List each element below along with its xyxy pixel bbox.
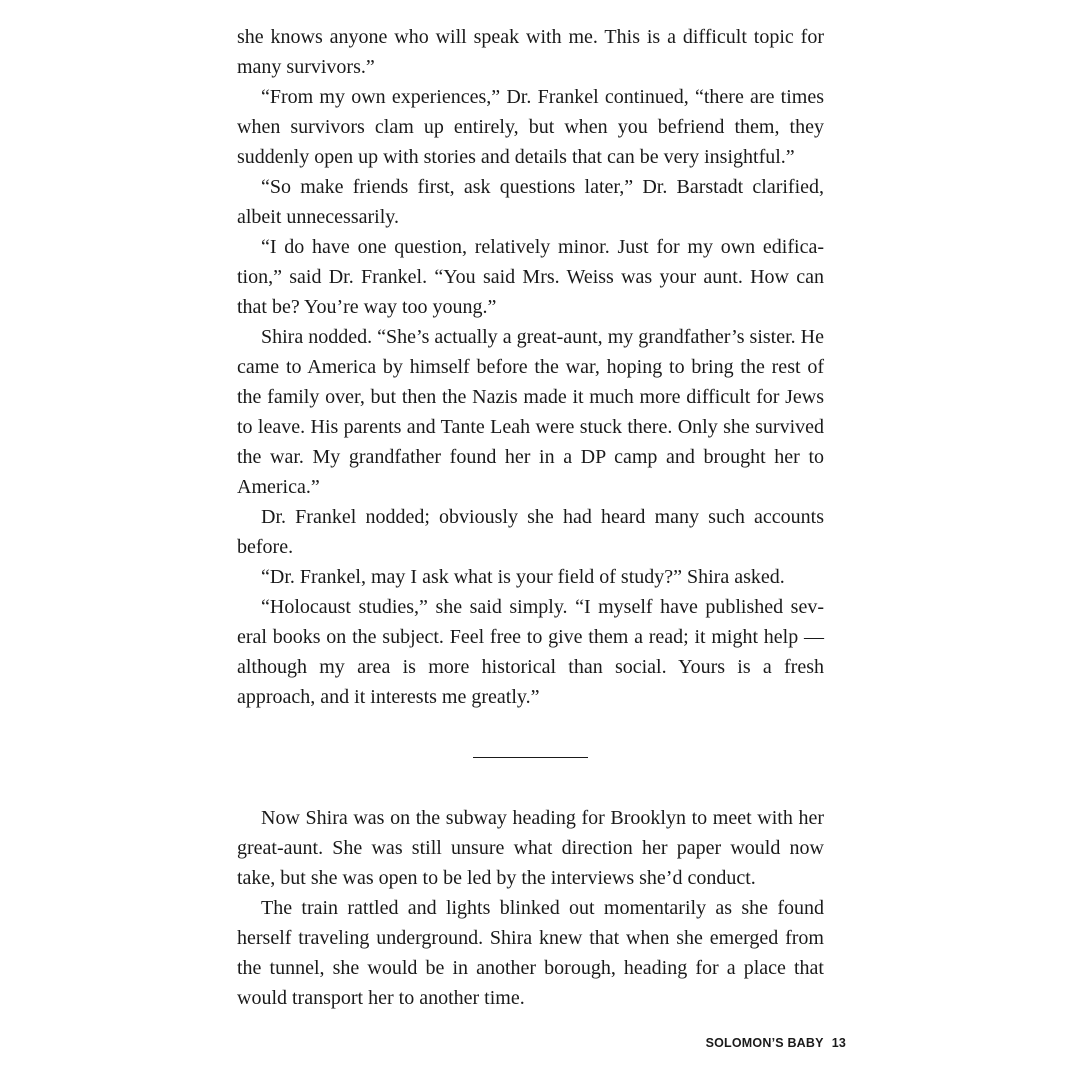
paragraph: “From my own experiences,” Dr. Frankel continued, “there are times when survivors clam up entirely, but when you befriend them, they suddenly open up with stories and details that can be very insightful.” xyxy=(237,86,824,168)
running-title: SOLOMON’S BABY xyxy=(705,1036,824,1050)
paragraph: Shira nodded. “She’s actually a great-aunt, my grandfather’s sister. He came to America by himself before the war, hoping to bring the rest of the family over, but then the Nazis made it much more difficult for Jews to leave. His parents and Tante Leah were stuck there. Only she survived the war. My grandfather found her in a DP camp and brought her to America.” xyxy=(237,326,824,498)
paragraph: The train rattled and lights blinked out momentarily as she found herself traveling underground. Shira knew that when she emerged from the tunnel, she would be in another borough, heading for a place that would transport her to another time. xyxy=(237,897,824,1009)
paragraph: Now Shira was on the subway heading for Brooklyn to meet with her great-aunt. She was still unsure what direction her paper would now take, but she was open to be led by the interviews she’d conduct. xyxy=(237,807,824,889)
paragraph: “Dr. Frankel, may I ask what is your field of study?” Shira asked. xyxy=(261,566,785,588)
paragraph: “So make friends first, ask questions later,” Dr. Barstadt clarified, albeit unnecessarily. xyxy=(237,176,824,228)
paragraph: she knows anyone who will speak with me. This is a difficult topic for many survivors.” xyxy=(237,26,824,78)
page-number: 13 xyxy=(831,1036,846,1050)
paragraph: Dr. Frankel nodded; obviously she had heard many such accounts before. xyxy=(237,506,824,558)
page-body xyxy=(237,22,824,1013)
scene-break-divider xyxy=(473,757,588,758)
page-footer xyxy=(700,1036,846,1050)
paragraph: “I do have one question, relatively minor. Just for my own edifica-tion,” said Dr. Frankel. “You said Mrs. Weiss was your aunt. How can that be? You’re way too young.” xyxy=(237,236,824,318)
paragraph: “Holocaust studies,” she said simply. “I myself have published sev-eral books on the subject. Feel free to give them a read; it might help — although my area is more historical than social. Yours is a fresh approach, and it interests me greatly.” xyxy=(237,596,824,708)
